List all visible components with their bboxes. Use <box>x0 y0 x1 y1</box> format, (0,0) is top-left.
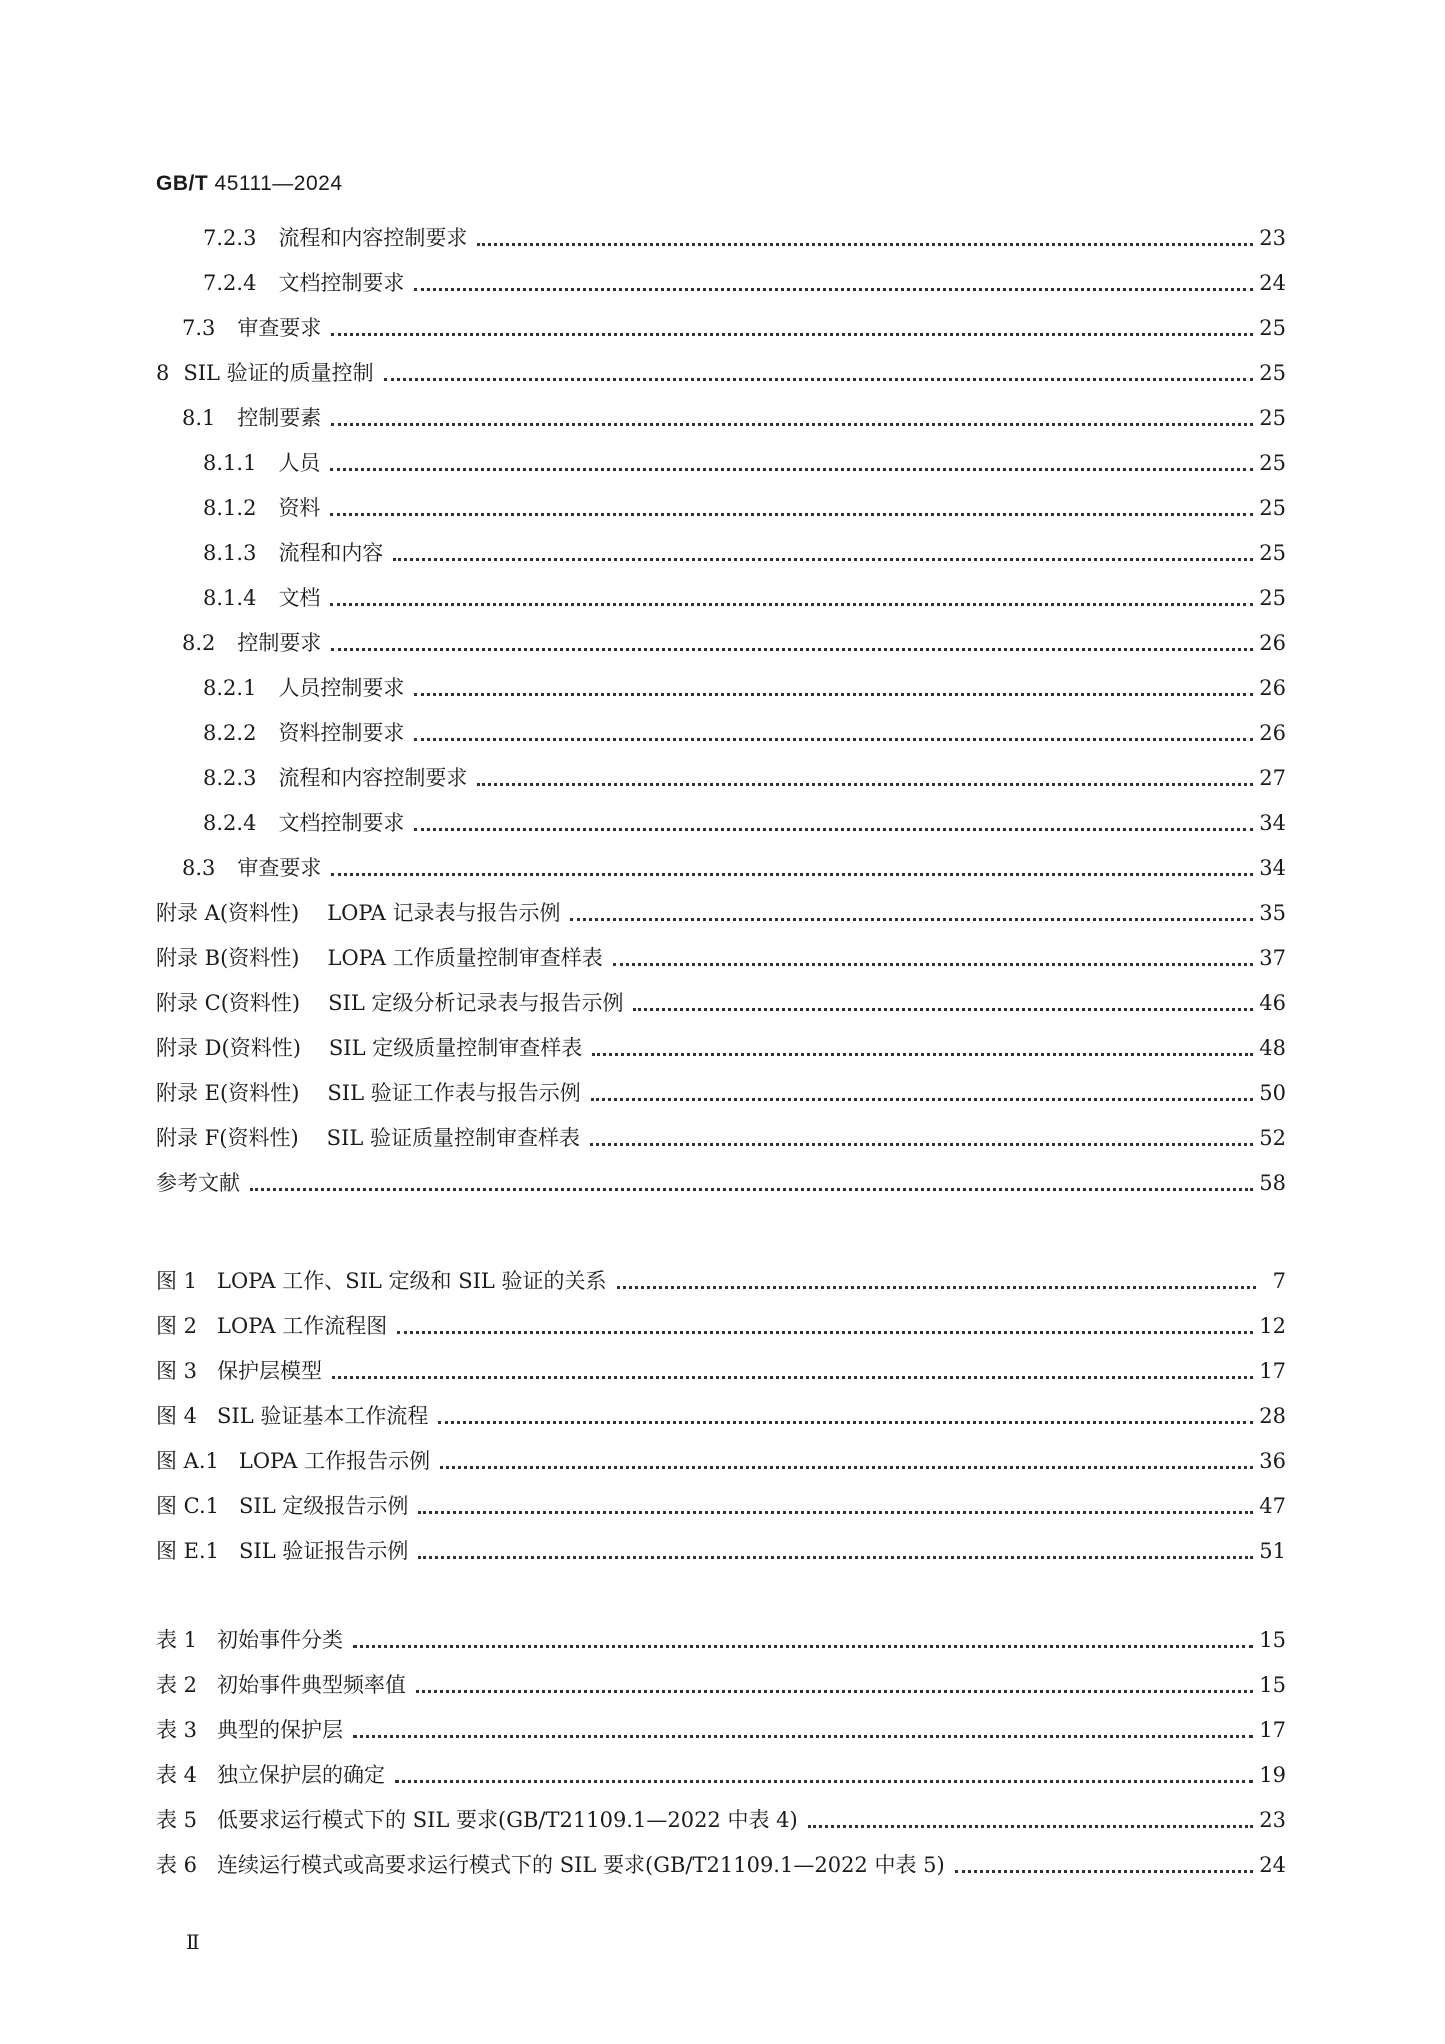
toc-dot-leader <box>353 1734 1253 1738</box>
toc-entry-page: 37 <box>1259 946 1286 970</box>
toc-entry-title: LOPA 工作报告示例 <box>238 1449 431 1473</box>
toc-entry-label <box>156 269 404 297</box>
toc-dot-leader <box>330 467 1253 471</box>
toc-entry-title: 流程和内容控制要求 <box>278 766 468 790</box>
toc-dot-leader <box>416 1689 1253 1693</box>
toc-dot-leader <box>331 872 1253 876</box>
toc-entry-page: 17 <box>1259 1718 1286 1742</box>
toc-entry[interactable] <box>156 1839 1286 1879</box>
toc-entry-number: 8.2 <box>182 631 216 655</box>
toc-entry-title: LOPA 工作流程图 <box>217 1314 388 1338</box>
toc-dot-leader <box>414 692 1253 696</box>
toc-entry-page: 17 <box>1259 1359 1286 1383</box>
toc-entry-page: 7 <box>1272 1269 1286 1293</box>
toc-entry-number: 图 4 <box>156 1404 198 1428</box>
toc-entry-label <box>156 1716 343 1744</box>
toc-dot-leader <box>414 827 1253 831</box>
toc-entry-page: 23 <box>1259 226 1286 250</box>
toc-entry-label <box>156 404 321 432</box>
toc-entry-title: 审查要求 <box>237 856 322 880</box>
toc-entry-title: SIL 定级分析记录表与报告示例 <box>328 991 624 1015</box>
toc-entry[interactable] <box>156 1704 1286 1744</box>
toc-entry[interactable] <box>156 302 1286 342</box>
toc-entry[interactable] <box>156 662 1286 702</box>
toc-entry-label <box>156 629 321 657</box>
toc-entry-title: 控制要求 <box>237 631 322 655</box>
toc-entry-label <box>156 989 623 1017</box>
toc-dot-leader <box>331 647 1253 651</box>
toc-entry[interactable] <box>156 977 1286 1017</box>
toc-entry-number: 7.2.3 <box>203 226 257 250</box>
toc-entry-title: 文档控制要求 <box>278 811 405 835</box>
toc-entry-label <box>156 1671 406 1699</box>
toc-entry-number: 表 3 <box>156 1718 198 1742</box>
toc-entry-page: 25 <box>1259 406 1286 430</box>
toc-entry-page: 25 <box>1259 541 1286 565</box>
toc-entry-page: 52 <box>1259 1126 1286 1150</box>
toc-dot-leader <box>440 1465 1253 1469</box>
toc-dot-leader <box>250 1187 1253 1191</box>
toc-dot-leader <box>414 287 1253 291</box>
toc-entry-title: SIL 验证基本工作流程 <box>217 1404 429 1428</box>
toc-entry[interactable] <box>156 1022 1286 1062</box>
toc-entry-title: 文档控制要求 <box>278 271 405 295</box>
standard-number: 45111—2024 <box>214 172 343 195</box>
toc-entry-title: 人员 <box>278 451 321 475</box>
toc-entry-number: 附录 E(资料性) <box>156 1081 300 1105</box>
toc-entry-page: 34 <box>1259 856 1286 880</box>
toc-entry-page: 25 <box>1259 586 1286 610</box>
toc-dot-leader <box>438 1420 1253 1424</box>
toc-dot-leader <box>477 782 1253 786</box>
toc-entry-title: 文档 <box>278 586 321 610</box>
toc-dot-leader <box>633 1007 1253 1011</box>
toc-entry-title: LOPA 记录表与报告示例 <box>327 901 561 925</box>
toc-entry-title: 初始事件典型频率值 <box>217 1673 407 1697</box>
toc-entry-page: 19 <box>1259 1763 1286 1787</box>
toc-dot-leader <box>477 242 1253 246</box>
toc-entry-label <box>156 1312 387 1340</box>
toc-entry-title: 人员控制要求 <box>278 676 405 700</box>
toc-entry-title: LOPA 工作质量控制审查样表 <box>327 946 603 970</box>
toc-entry-number: 8.1.4 <box>203 586 257 610</box>
toc-entry-page: 50 <box>1259 1081 1286 1105</box>
toc-entry-number: 附录 D(资料性) <box>156 1036 301 1060</box>
toc-entry-page: 28 <box>1259 1404 1286 1428</box>
table-of-contents <box>156 0 1286 2044</box>
toc-entry-number: 附录 B(资料性) <box>156 946 300 970</box>
toc-entry-label <box>156 449 320 477</box>
toc-entry-title: 独立保护层的确定 <box>217 1763 386 1787</box>
toc-entry-label <box>156 719 404 747</box>
toc-entry-label <box>156 539 383 567</box>
toc-dot-leader <box>590 1142 1253 1146</box>
toc-entry-label <box>156 809 404 837</box>
toc-dot-leader <box>330 602 1253 606</box>
toc-entry-title: 控制要素 <box>237 406 322 430</box>
page-number: Ⅱ <box>186 1930 200 1954</box>
toc-entry-number: 附录 A(资料性) <box>156 901 300 925</box>
toc-entry-label <box>156 1806 798 1834</box>
toc-entry[interactable] <box>156 1480 1286 1520</box>
toc-dot-leader <box>397 1330 1253 1334</box>
toc-entry-label <box>156 1851 945 1879</box>
toc-entry-label <box>156 1492 408 1520</box>
toc-entry-page: 25 <box>1259 361 1286 385</box>
standard-prefix: GB/T <box>156 172 209 195</box>
toc-entry-number: 表 6 <box>156 1853 198 1877</box>
toc-entry-label <box>156 1169 240 1197</box>
toc-entry[interactable] <box>156 527 1286 567</box>
toc-entry-page: 58 <box>1259 1171 1286 1195</box>
toc-entry-page: 48 <box>1259 1036 1286 1060</box>
toc-entry[interactable] <box>156 347 1286 387</box>
toc-entry-label <box>156 1124 580 1152</box>
toc-entry[interactable] <box>156 257 1286 297</box>
toc-entry[interactable] <box>156 1794 1286 1834</box>
toc-dot-leader <box>353 1644 1253 1648</box>
toc-entry-label <box>156 1761 385 1789</box>
toc-entry-page: 12 <box>1259 1314 1286 1338</box>
toc-entry-number: 图 C.1 <box>156 1494 220 1518</box>
toc-entry-label <box>156 584 320 612</box>
toc-entry[interactable] <box>156 1614 1286 1654</box>
toc-entry-title: SIL 验证质量控制审查样表 <box>326 1126 580 1150</box>
toc-dot-leader <box>592 1052 1253 1056</box>
toc-entry-label <box>156 1626 343 1654</box>
toc-entry-title: 资料 <box>278 496 321 520</box>
toc-entry-label <box>156 854 321 882</box>
toc-entry-title: LOPA 工作、SIL 定级和 SIL 验证的关系 <box>217 1269 607 1293</box>
toc-entry[interactable] <box>156 392 1286 432</box>
toc-entry[interactable] <box>156 572 1286 612</box>
toc-entry[interactable] <box>156 1525 1286 1565</box>
toc-dot-leader <box>414 737 1253 741</box>
toc-entry-label <box>156 944 603 972</box>
toc-entry-title: 资料控制要求 <box>278 721 405 745</box>
toc-entry-number: 8.3 <box>182 856 216 880</box>
toc-entry[interactable] <box>156 1300 1286 1340</box>
toc-dot-leader <box>418 1555 1253 1559</box>
toc-entry-number: 8.2.3 <box>203 766 257 790</box>
toc-entry-label <box>156 1267 607 1295</box>
toc-entry-number: 8.1.3 <box>203 541 257 565</box>
toc-entry-number: 附录 C(资料性) <box>156 991 301 1015</box>
toc-entry-number: 7.2.4 <box>203 271 257 295</box>
toc-entry[interactable] <box>156 1659 1286 1699</box>
toc-entry-number: 图 3 <box>156 1359 198 1383</box>
toc-dot-leader <box>331 332 1253 336</box>
toc-entry-number: 图 2 <box>156 1314 198 1338</box>
toc-entry-label <box>156 494 320 522</box>
toc-entry-page: 36 <box>1259 1449 1286 1473</box>
toc-dot-leader <box>570 917 1253 921</box>
toc-entry-number: 8.2.2 <box>203 721 257 745</box>
toc-entry-page: 24 <box>1259 1853 1286 1877</box>
toc-entry-number: 图 1 <box>156 1269 198 1293</box>
toc-entry-label <box>156 1034 582 1062</box>
toc-entry-page: 47 <box>1259 1494 1286 1518</box>
toc-entry-title: 流程和内容控制要求 <box>278 226 468 250</box>
toc-entry[interactable] <box>156 1390 1286 1430</box>
toc-entry-title: SIL 验证报告示例 <box>239 1539 409 1563</box>
toc-entry-page: 34 <box>1259 811 1286 835</box>
toc-entry[interactable] <box>156 842 1286 882</box>
toc-entry-page: 25 <box>1259 451 1286 475</box>
toc-entry-page: 26 <box>1259 721 1286 745</box>
toc-entry-title: 参考文献 <box>156 1171 240 1195</box>
toc-entry-label <box>156 674 404 702</box>
toc-entry-number: 图 E.1 <box>156 1539 220 1563</box>
toc-dot-leader <box>955 1869 1254 1873</box>
toc-entry-label <box>156 899 560 927</box>
toc-entry-title: SIL 定级质量控制审查样表 <box>328 1036 583 1060</box>
toc-entry-label <box>156 1537 408 1565</box>
toc-dot-leader <box>617 1285 1256 1289</box>
toc-entry-number: 附录 F(资料性) <box>156 1126 299 1150</box>
toc-entry-title: 流程和内容 <box>278 541 384 565</box>
toc-entry-number: 表 2 <box>156 1673 198 1697</box>
toc-entry-page: 26 <box>1259 676 1286 700</box>
toc-dot-leader <box>395 1779 1253 1783</box>
toc-entry-number: 8.1.1 <box>203 451 257 475</box>
toc-entry[interactable] <box>156 1345 1286 1385</box>
toc-entry-label <box>156 359 374 387</box>
toc-entry-page: 26 <box>1259 631 1286 655</box>
toc-entry-title: 典型的保护层 <box>217 1718 344 1742</box>
toc-entry-number: 表 1 <box>156 1628 198 1652</box>
toc-entry[interactable] <box>156 212 1286 252</box>
toc-entry-label <box>156 314 321 342</box>
toc-entry-number: 8.2.4 <box>203 811 257 835</box>
toc-entry[interactable] <box>156 707 1286 747</box>
toc-entry-page: 23 <box>1259 1808 1286 1832</box>
toc-entry-title: SIL 验证工作表与报告示例 <box>327 1081 581 1105</box>
toc-entry-number: 表 5 <box>156 1808 198 1832</box>
toc-entry[interactable] <box>156 437 1286 477</box>
toc-entry-title: 低要求运行模式下的 SIL 要求(GB/T21109.1—2022 中表 4) <box>217 1808 798 1832</box>
toc-entry-page: 51 <box>1259 1539 1286 1563</box>
toc-entry-title: SIL 验证的质量控制 <box>183 361 374 385</box>
toc-entry-page: 27 <box>1259 766 1286 790</box>
toc-entry[interactable] <box>156 617 1286 657</box>
toc-entry[interactable] <box>156 1157 1286 1197</box>
toc-entry-label <box>156 1402 428 1430</box>
toc-entry-title: 保护层模型 <box>217 1359 323 1383</box>
toc-entry-number: 7.3 <box>182 316 216 340</box>
toc-dot-leader <box>331 422 1253 426</box>
toc-dot-leader <box>418 1510 1253 1514</box>
toc-entry[interactable] <box>156 1067 1286 1107</box>
toc-entry[interactable] <box>156 797 1286 837</box>
toc-entry-label <box>156 1447 430 1475</box>
toc-entry-number: 8 <box>156 361 170 385</box>
toc-entry[interactable] <box>156 887 1286 927</box>
toc-entry[interactable] <box>156 1255 1286 1295</box>
toc-entry-page: 35 <box>1259 901 1286 925</box>
toc-entry-label <box>156 764 467 792</box>
toc-dot-leader <box>330 512 1253 516</box>
toc-entry[interactable] <box>156 1435 1286 1475</box>
toc-dot-leader <box>613 962 1254 966</box>
toc-entry-label <box>156 224 467 252</box>
toc-entry-title: 初始事件分类 <box>217 1628 344 1652</box>
toc-entry-page: 24 <box>1259 271 1286 295</box>
toc-entry[interactable] <box>156 1112 1286 1152</box>
toc-dot-leader <box>384 377 1254 381</box>
toc-entry-title: 审查要求 <box>237 316 322 340</box>
toc-entry-number: 表 4 <box>156 1763 198 1787</box>
toc-entry-number: 8.1.2 <box>203 496 257 520</box>
toc-dot-leader <box>332 1375 1253 1379</box>
toc-entry-title: 连续运行模式或高要求运行模式下的 SIL 要求(GB/T21109.1—2022 中表 5) <box>217 1853 945 1877</box>
toc-entry[interactable] <box>156 752 1286 792</box>
toc-entry-page: 15 <box>1259 1673 1286 1697</box>
toc-entry-page: 25 <box>1259 496 1286 520</box>
toc-entry-title: SIL 定级报告示例 <box>239 1494 409 1518</box>
toc-dot-leader <box>808 1824 1254 1828</box>
toc-entry[interactable] <box>156 1749 1286 1789</box>
toc-entry-page: 25 <box>1259 316 1286 340</box>
toc-entry-number: 图 A.1 <box>156 1449 219 1473</box>
toc-entry-number: 8.1 <box>182 406 216 430</box>
toc-entry[interactable] <box>156 482 1286 522</box>
toc-entry-label <box>156 1079 581 1107</box>
toc-dot-leader <box>591 1097 1254 1101</box>
toc-entry-page: 46 <box>1259 991 1286 1015</box>
toc-entry-page: 15 <box>1259 1628 1286 1652</box>
toc-entry[interactable] <box>156 932 1286 972</box>
toc-entry-number: 8.2.1 <box>203 676 257 700</box>
toc-entry-label <box>156 1357 322 1385</box>
toc-dot-leader <box>393 557 1253 561</box>
